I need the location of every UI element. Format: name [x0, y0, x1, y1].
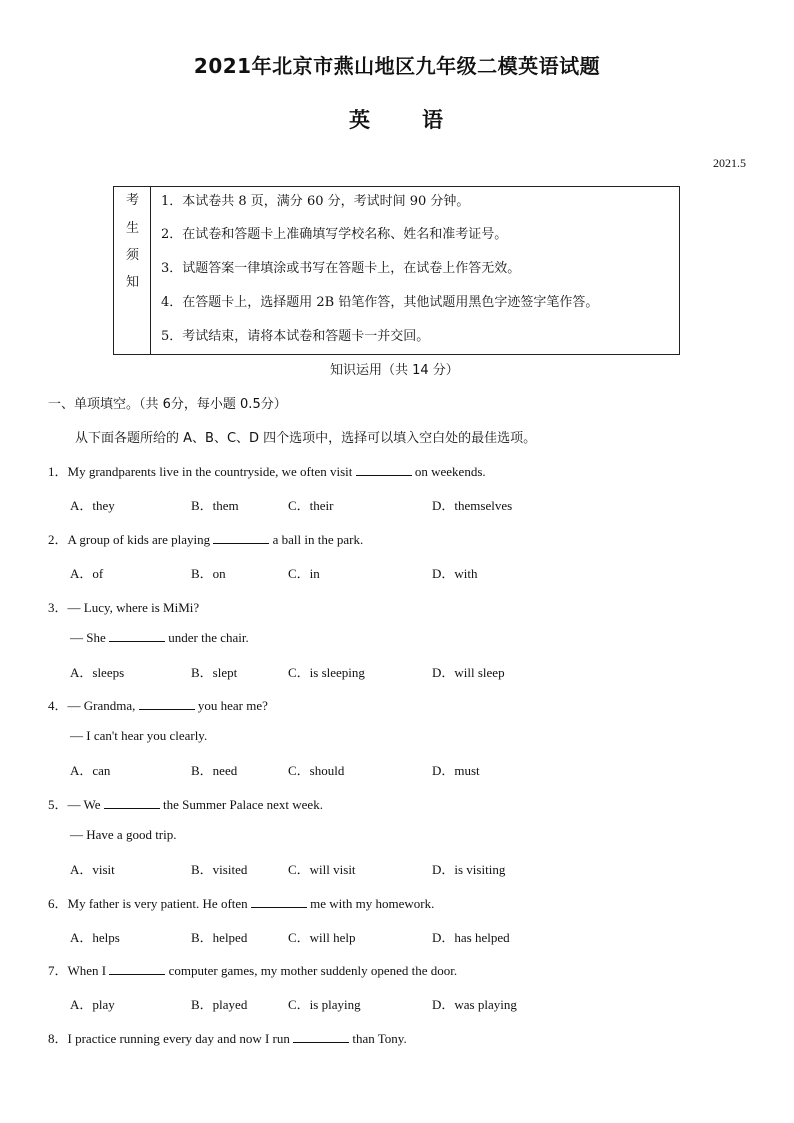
option-d: D．with — [432, 566, 478, 581]
option-a: A．they — [70, 498, 115, 513]
stem-text: A group of kids are playing — [67, 532, 214, 547]
answer-blank — [109, 630, 165, 642]
stem-text: My grandparents live in the countryside, we often visit — [67, 464, 356, 479]
notice-item: 3．试题答案一律填涂或书写在答题卡上，在试卷上作答无效。 — [161, 261, 521, 276]
stem-text: a ball in the park. — [269, 532, 364, 547]
subject-char-2: 语 — [422, 108, 443, 132]
part-title: 一、单项填空。（共 6分，每小题 0.5分） — [48, 397, 287, 412]
stem-text: the Summer Palace next week. — [159, 797, 323, 812]
answer-blank — [213, 532, 269, 544]
option-c: C．in — [288, 566, 320, 581]
option-c: C．is playing — [288, 997, 361, 1012]
stem-text: — I can't hear you clearly. — [70, 728, 208, 743]
question-stem — [48, 1028, 407, 1047]
question-number: 3． — [48, 600, 68, 615]
question-stem — [48, 529, 363, 548]
question-stem-line — [70, 630, 249, 646]
option-b: B．on — [191, 566, 226, 581]
option-b: B．helped — [191, 930, 248, 945]
stem-text: My father is very patient. He often — [67, 896, 251, 911]
notice-label-char: 考 — [125, 193, 139, 208]
stem-text: computer games, my mother suddenly opened the door. — [165, 963, 458, 978]
notice-item: 2．在试卷和答题卡上准确填写学校名称、姓名和准考证号。 — [161, 227, 508, 242]
question-number: 2． — [48, 532, 68, 547]
stem-text: — Lucy, where is MiMi? — [67, 600, 200, 615]
answer-blank — [356, 464, 412, 476]
stem-text: you hear me? — [194, 698, 268, 713]
notice-box — [113, 186, 680, 355]
option-a: A．sleeps — [70, 665, 125, 680]
option-a: A．of — [70, 566, 104, 581]
question-number: 5． — [48, 797, 68, 812]
stem-text: When I — [67, 963, 110, 978]
option-b: B．played — [191, 997, 248, 1012]
notice-label-char: 知 — [125, 275, 139, 290]
answer-blank — [109, 963, 165, 975]
question-stem-line — [70, 728, 207, 744]
option-d: D．has helped — [432, 930, 510, 945]
stem-text: — We — [67, 797, 104, 812]
question-stem — [48, 597, 199, 616]
option-c: C．is sleeping — [288, 665, 365, 680]
question-stem — [48, 794, 323, 813]
option-b: B．visited — [191, 862, 248, 877]
notice-item: 4．在答题卡上，选择题用 2B 铅笔作答，其他试题用黑色字迹签字笔作答。 — [161, 295, 599, 310]
option-a: A．can — [70, 763, 111, 778]
option-d: D．was playing — [432, 997, 517, 1012]
option-a: A．helps — [70, 930, 120, 945]
notice-label — [114, 187, 151, 354]
stem-text: than Tony. — [349, 1031, 407, 1046]
question-stem — [48, 695, 268, 714]
option-d: D．will sleep — [432, 665, 505, 680]
question-stem — [48, 893, 434, 912]
question-stem — [48, 461, 486, 480]
exam-date: 2021.5 — [713, 156, 746, 170]
stem-text: — She — [70, 630, 109, 645]
exam-title: 2021年北京市燕山地区九年级二模英语试题 — [193, 54, 601, 78]
stem-text: — Grandma, — [67, 698, 139, 713]
notice-item: 5．考试结束，请将本试卷和答题卡一并交回。 — [161, 329, 430, 344]
answer-blank — [251, 896, 307, 908]
answer-blank — [293, 1031, 349, 1043]
option-b: B．need — [191, 763, 238, 778]
answer-blank — [104, 797, 160, 809]
stem-text: under the chair. — [165, 630, 249, 645]
notice-label-char: 须 — [125, 248, 139, 263]
stem-text: — Have a good trip. — [70, 827, 177, 842]
option-c: C．their — [288, 498, 334, 513]
question-number: 1． — [48, 464, 68, 479]
option-b: B．slept — [191, 665, 238, 680]
option-c: C．will visit — [288, 862, 356, 877]
option-d: D．must — [432, 763, 480, 778]
instruction: 从下面各题所给的 A、B、C、D 四个选项中，选择可以填入空白处的最佳选项。 — [75, 431, 537, 446]
stem-text: on weekends. — [411, 464, 486, 479]
answer-blank — [139, 698, 195, 710]
question-stem — [48, 960, 457, 979]
stem-text: I practice running every day and now I run — [67, 1031, 294, 1046]
stem-text: me with my homework. — [306, 896, 435, 911]
question-number: 4． — [48, 698, 68, 713]
question-number: 8． — [48, 1031, 68, 1046]
notice-item: 1．本试卷共 8 页，满分 60 分，考试时间 90 分钟。 — [161, 194, 470, 209]
option-c: C．should — [288, 763, 345, 778]
option-a: A．play — [70, 997, 115, 1012]
option-c: C．will help — [288, 930, 356, 945]
option-a: A．visit — [70, 862, 115, 877]
option-d: D．themselves — [432, 498, 513, 513]
subject-char-1: 英 — [349, 108, 370, 132]
question-number: 6． — [48, 896, 68, 911]
notice-label-char: 生 — [125, 221, 139, 236]
section-heading: 知识运用（共 14 分） — [330, 363, 459, 378]
option-b: B．them — [191, 498, 239, 513]
question-stem-line — [70, 827, 177, 843]
option-d: D．is visiting — [432, 862, 506, 877]
question-number: 7． — [48, 963, 68, 978]
